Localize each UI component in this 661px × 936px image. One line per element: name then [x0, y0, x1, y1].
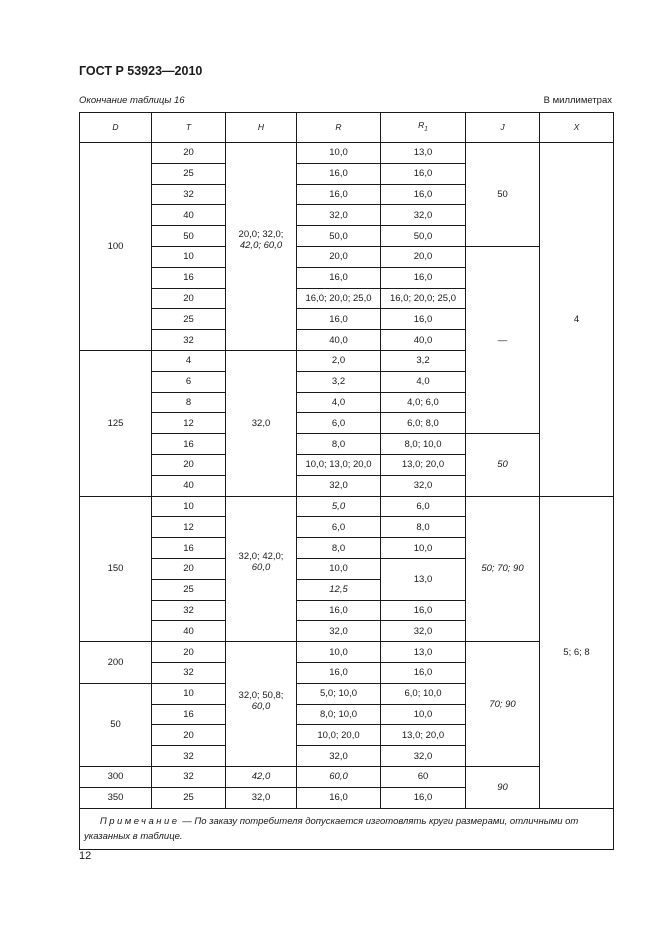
t-cell: 20 [152, 642, 226, 663]
r1-cell: 16,0 [381, 787, 466, 808]
r-cell: 3,2 [297, 371, 381, 392]
h-line: 42,0; 60,0 [239, 240, 283, 251]
t-cell: 25 [152, 163, 226, 184]
column-header-r1-base: R [418, 120, 425, 131]
r1-cell: 20,0 [381, 246, 466, 267]
h-cell [226, 143, 297, 351]
r-cell: 32,0 [297, 746, 381, 767]
r1-cell: 6,0 [381, 496, 466, 517]
d-cell: 100 [80, 143, 152, 351]
table-row [80, 642, 614, 663]
r-cell: 8,0; 10,0 [297, 704, 381, 725]
j-cell: 90 [466, 766, 540, 808]
column-header-h: H [226, 113, 297, 143]
t-cell: 16 [152, 434, 226, 455]
j-cell: 50 [466, 143, 540, 247]
t-cell: 25 [152, 309, 226, 330]
h-line: 60,0 [251, 561, 271, 573]
r-cell: 12,5 [297, 579, 381, 600]
table-row [80, 766, 614, 787]
r-cell: 16,0 [297, 267, 381, 288]
r1-cell: 13,0 [381, 143, 466, 164]
r-cell: 6,0 [297, 517, 381, 538]
r1-cell: 32,0 [381, 475, 466, 496]
r-cell: 16,0; 20,0; 25,0 [297, 288, 381, 309]
t-cell: 8 [152, 392, 226, 413]
r-cell: 10,0 [297, 558, 381, 579]
r-cell: 16,0 [297, 787, 381, 808]
t-cell: 6 [152, 371, 226, 392]
r1-cell: 13,0 [381, 558, 466, 600]
dimensions-table [79, 112, 614, 850]
r-cell: 8,0 [297, 538, 381, 559]
d-cell: 300 [80, 766, 152, 787]
t-cell: 10 [152, 496, 226, 517]
t-cell: 40 [152, 475, 226, 496]
r-cell: 8,0 [297, 434, 381, 455]
t-cell: 20 [152, 725, 226, 746]
r1-cell: 16,0 [381, 600, 466, 621]
note-row [80, 808, 614, 849]
r1-cell: 40,0 [381, 330, 466, 351]
r-cell: 10,0 [297, 642, 381, 663]
h-cell [226, 642, 297, 767]
r1-cell: 4,0 [381, 371, 466, 392]
r-cell: 16,0 [297, 600, 381, 621]
h-cell: 32,0 [226, 787, 297, 808]
t-cell: 50 [152, 226, 226, 247]
r-cell: 16,0 [297, 163, 381, 184]
t-cell: 4 [152, 350, 226, 371]
r-cell: 6,0 [297, 413, 381, 434]
h-line: 60,0 [251, 701, 271, 713]
t-cell: 20 [152, 558, 226, 579]
r-cell: 32,0 [297, 205, 381, 226]
r1-cell: 3,2 [381, 350, 466, 371]
d-cell: 50 [80, 683, 152, 766]
t-cell: 16 [152, 267, 226, 288]
t-cell: 40 [152, 621, 226, 642]
r-cell: 32,0 [297, 621, 381, 642]
r1-cell: 13,0; 20,0 [381, 725, 466, 746]
r-cell: 5,0 [297, 496, 381, 517]
t-cell: 25 [152, 787, 226, 808]
r1-cell: 13,0 [381, 642, 466, 663]
d-cell: 350 [80, 787, 152, 808]
r1-cell: 32,0 [381, 746, 466, 767]
t-cell: 16 [152, 538, 226, 559]
r-cell: 40,0 [297, 330, 381, 351]
r-cell: 20,0 [297, 246, 381, 267]
column-header-t: T [152, 113, 226, 143]
t-cell: 32 [152, 330, 226, 351]
r1-cell: 16,0 [381, 309, 466, 330]
r1-cell: 16,0 [381, 163, 466, 184]
h-cell: 42,0 [226, 766, 297, 787]
t-cell: 20 [152, 143, 226, 164]
x-cell: 5; 6; 8 [540, 496, 614, 808]
r1-cell: 16,0 [381, 267, 466, 288]
r-cell: 10,0 [297, 143, 381, 164]
column-header-d: D [80, 113, 152, 143]
d-cell: 125 [80, 350, 152, 496]
t-cell: 32 [152, 766, 226, 787]
r1-cell: 16,0 [381, 184, 466, 205]
h-line: 20,0; 32,0; [238, 229, 284, 240]
r1-cell: 10,0 [381, 704, 466, 725]
r-cell: 32,0 [297, 475, 381, 496]
t-cell: 40 [152, 205, 226, 226]
r1-cell: 32,0 [381, 205, 466, 226]
r1-cell: 16,0; 20,0; 25,0 [381, 288, 466, 309]
r-cell: 16,0 [297, 309, 381, 330]
page-number: 12 [79, 850, 92, 862]
h-line: 32,0; 50,8; [238, 690, 284, 702]
r-cell: 10,0; 13,0; 20,0 [297, 454, 381, 475]
j-cell: 70; 90 [466, 642, 540, 767]
r1-cell: 4,0; 6,0 [381, 392, 466, 413]
t-cell: 20 [152, 288, 226, 309]
t-cell: 10 [152, 683, 226, 704]
table-row [80, 496, 614, 517]
r-cell: 4,0 [297, 392, 381, 413]
r1-cell: 13,0; 20,0 [381, 454, 466, 475]
r1-cell: 6,0; 8,0 [381, 413, 466, 434]
column-header-x: X [540, 113, 614, 143]
table-note [80, 808, 614, 849]
r-cell: 5,0; 10,0 [297, 683, 381, 704]
column-header-r: R [297, 113, 381, 143]
t-cell: 12 [152, 413, 226, 434]
t-cell: 32 [152, 184, 226, 205]
r-cell: 2,0 [297, 350, 381, 371]
h-cell [226, 496, 297, 642]
t-cell: 32 [152, 662, 226, 683]
r1-cell: 50,0 [381, 226, 466, 247]
r-cell: 10,0; 20,0 [297, 725, 381, 746]
r1-cell: 8,0; 10,0 [381, 434, 466, 455]
table-row [80, 143, 614, 164]
t-cell: 32 [152, 746, 226, 767]
j-cell: 50; 70; 90 [466, 496, 540, 642]
h-cell: 32,0 [226, 350, 297, 496]
r1-cell: 6,0; 10,0 [381, 683, 466, 704]
d-cell: 200 [80, 642, 152, 684]
h-spacer [227, 646, 295, 690]
r1-cell: 16,0 [381, 662, 466, 683]
document-title: ГОСТ Р 53923—2010 [79, 64, 203, 78]
t-cell: 16 [152, 704, 226, 725]
r1-cell: 32,0 [381, 621, 466, 642]
r1-cell: 8,0 [381, 517, 466, 538]
note-label: Примечание [99, 815, 180, 827]
table-caption: Окончание таблицы 16 [79, 95, 185, 106]
r-cell: 60,0 [297, 766, 381, 787]
table-row [80, 434, 614, 455]
t-cell: 32 [152, 600, 226, 621]
r-cell: 50,0 [297, 226, 381, 247]
j-cell: 50 [466, 434, 540, 496]
j-cell: — [466, 246, 540, 433]
t-cell: 12 [152, 517, 226, 538]
column-header-r1 [381, 113, 466, 143]
note-text: — По заказу потребителя допускается изготовлять круги размерами, отличными от указанных в таблице. [84, 815, 579, 842]
r-cell: 16,0 [297, 184, 381, 205]
t-cell: 10 [152, 246, 226, 267]
column-header-j: J [466, 113, 540, 143]
x-cell: 4 [540, 143, 614, 497]
table-header-row [80, 113, 614, 143]
r1-cell: 10,0 [381, 538, 466, 559]
t-cell: 25 [152, 579, 226, 600]
r-cell: 16,0 [297, 662, 381, 683]
d-cell: 150 [80, 496, 152, 642]
r1-cell: 60 [381, 766, 466, 787]
table-row [80, 246, 614, 267]
column-header-r1-sub: 1 [424, 125, 428, 133]
h-line: 32,0; 42,0; [238, 550, 284, 562]
units-label: В миллиметрах [543, 95, 612, 106]
t-cell: 20 [152, 454, 226, 475]
